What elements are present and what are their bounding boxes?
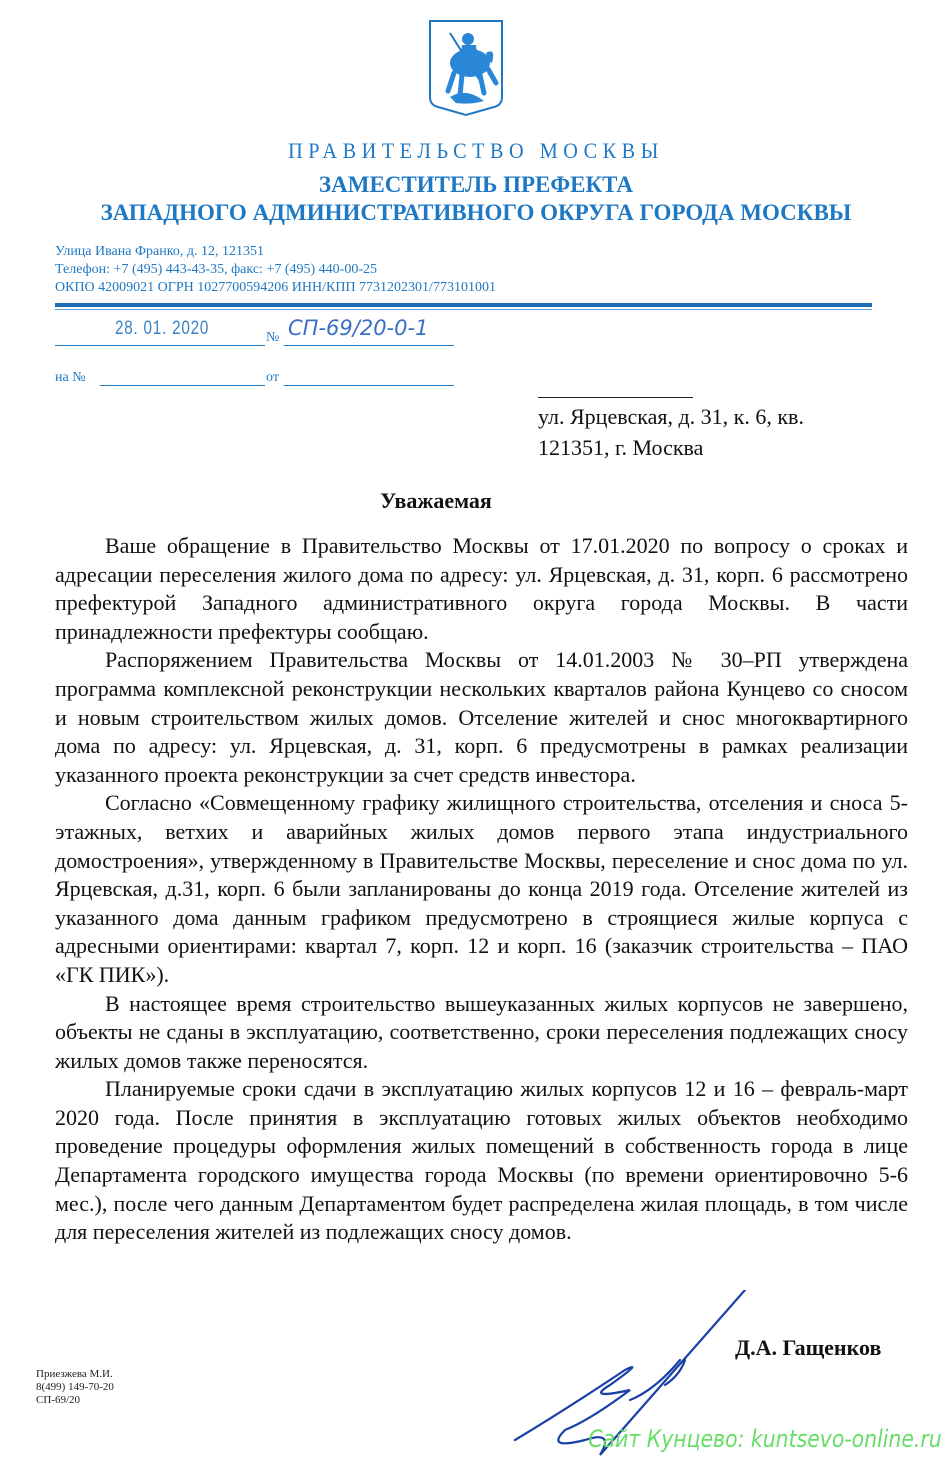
paragraph: Распоряжением Правительства Москвы от 14.01.2003 № 30–РП утверждена программа комплексной реконструкции нескольких кварталов района Кунцево со сносом и новым строительством жилых домов. Отселение жителей и снос многоквартирного дома по адресу: ул. Ярцевская, д. 31, корп. 6 предусмотрены в рамках реализации указанного проекта реконструкции за счет средств инвестора. (55, 647, 908, 787)
executor-ref: СП-69/20 (36, 1394, 80, 1406)
signatory-name: Д.А. Гащенков (735, 1335, 882, 1360)
department-title-line2: ЗАПАДНОГО АДМИНИСТРАТИВНОГО ОКРУГА ГОРОДА МОСКВЫ (100, 200, 852, 225)
reply-to-underline (100, 385, 265, 386)
letter-body (55, 532, 908, 1247)
letterhead-address: Улица Ивана Франко, д. 12, 121351 (55, 244, 264, 259)
executor-name: Приезжева М.И. (36, 1368, 113, 1380)
number-underline (284, 345, 454, 346)
number-label: № (266, 330, 280, 345)
executor-info (36, 1368, 114, 1407)
greeting-text: Уважаемая (380, 488, 492, 513)
recipient-address-line2: 121351, г. Москва (538, 435, 704, 460)
greeting (0, 488, 952, 514)
paragraph: Согласно «Совмещенному графику жилищного строительства, отселения и сноса 5-этажных, ветхих и аварийных жилых домов первого этапа индустриального домостроения», утвержденному в Правительстве Москвы, переселение и снос дома по ул. Ярцевская, д.31, корп. 6 были запланированы до конца 2019 года. Отселение жителей из указанного дома данным графиком предусмотрено в строящиеся жилые корпуса с адресными ориентирами: квартал 7, корп. 12 и корп. 16 (заказчик строительства – ПАО «ГК ПИК»). (55, 790, 908, 987)
header-divider-thin (55, 309, 872, 310)
registration-date: 28. 01. 2020 (115, 318, 210, 339)
letterhead-codes: ОКПО 42009021 ОГРН 1027700594206 ИНН/КПП 7731202301/773101001 (55, 280, 496, 295)
government-title: ПРАВИТЕЛЬСТВО МОСКВЫ (288, 138, 664, 163)
executor-phone: 8(499) 149-70-20 (36, 1381, 114, 1393)
recipient-name-redacted (538, 397, 693, 398)
site-watermark: Сайт Кунцево: kuntsevo-online.ru (588, 1425, 942, 1453)
department-title-line1: ЗАМЕСТИТЕЛЬ ПРЕФЕКТА (319, 172, 633, 197)
recipient-address (538, 401, 804, 463)
from-underline (284, 385, 454, 386)
reply-to-label: на № (55, 370, 86, 385)
from-label: от (266, 370, 279, 385)
registration-number: СП-69/20-0-1 (288, 316, 429, 340)
letterhead-phones: Телефон: +7 (495) 443-43-35, факс: +7 (495) 440-00-25 (55, 262, 377, 277)
moscow-coat-of-arms-icon (426, 17, 506, 117)
letterhead-contacts (55, 243, 496, 297)
header-divider (55, 303, 872, 307)
recipient-address-line1: ул. Ярцевская, д. 31, к. 6, кв. (538, 404, 804, 429)
paragraph: Планируемые сроки сдачи в эксплуатацию жилых корпусов 12 и 16 – февраль-март 2020 года. После принятия в эксплуатацию готовых жилых объектов необходимо проведение процедуры оформления жилых помещений в собственность города в лице Департамента городского имущества города Москвы (по времени ориентировочно 5-6 мес.), после чего данным Департаментом будет распределена жилая площадь, в том числе для переселения жителей из подлежащих сносу домов. (55, 1076, 908, 1245)
paragraph: В настоящее время строительство вышеуказанных жилых корпусов не завершено, объекты не сданы в эксплуатацию, соответственно, сроки переселения подлежащих сносу жилых домов также переносятся. (55, 990, 908, 1073)
date-underline (55, 345, 265, 346)
paragraph: Ваше обращение в Правительство Москвы от 17.01.2020 по вопросу о сроках и адресации переселения жилого дома по адресу: ул. Ярцевская, д. 31, корп. 6 рассмотрено префектурой Западного административного округа города Москвы. В части принадлежности префектуры сообщаю. (55, 533, 908, 644)
